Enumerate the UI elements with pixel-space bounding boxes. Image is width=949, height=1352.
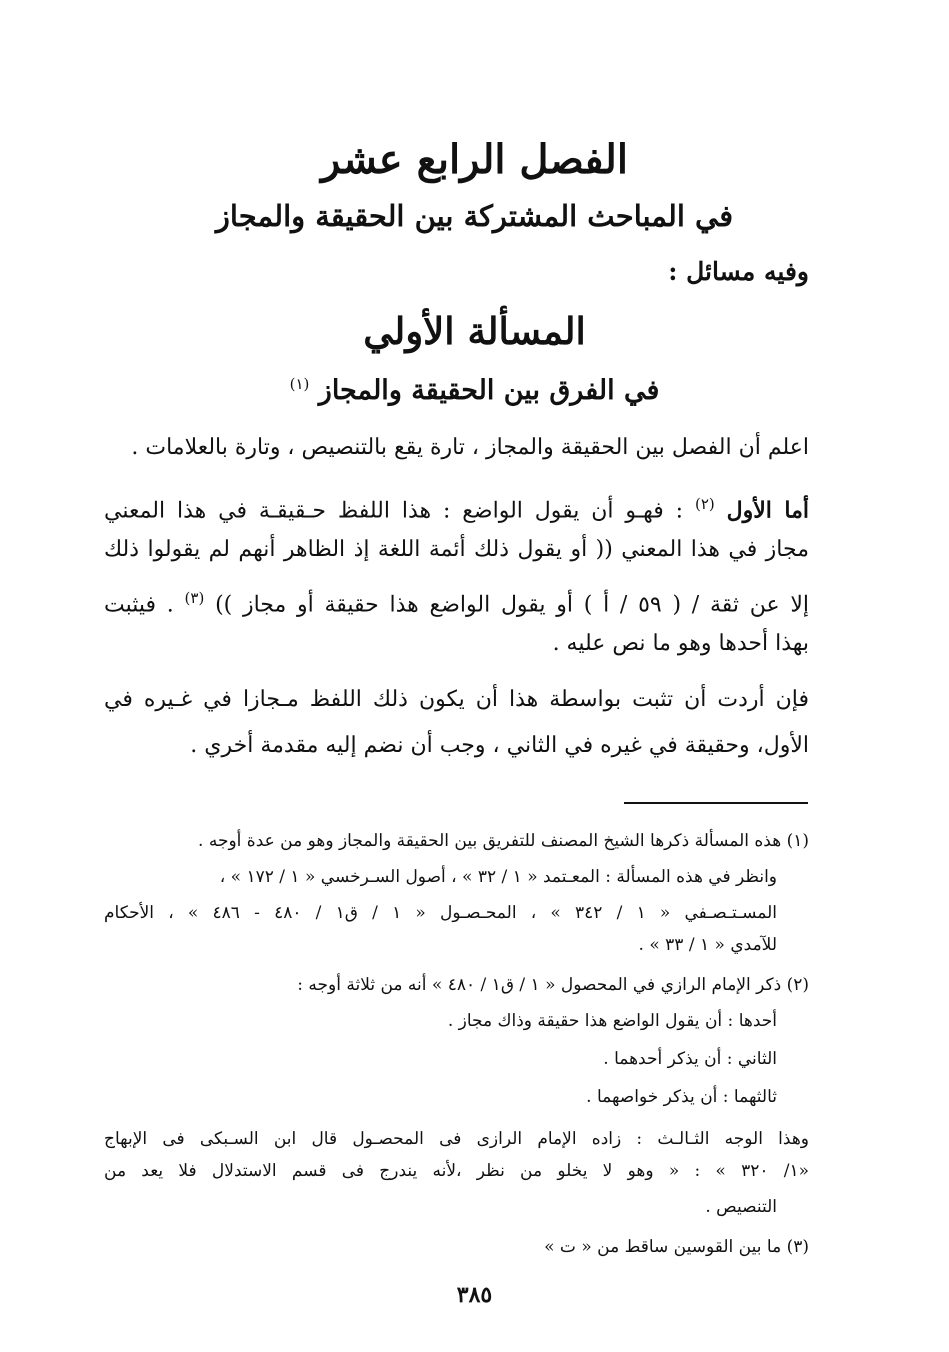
issue-subtitle-text: في الفرق بين الحقيقة والمجاز <box>318 375 660 406</box>
footnote-2-line-3: الثاني : أن يذكر أحدهما . <box>603 1049 777 1069</box>
footnote-ref-3: (٣) <box>184 589 205 607</box>
issue-title: المسألة الأولي <box>363 309 586 353</box>
footnote-2-line-2: أحدها : أن يقول الواضع هذا حقيقة وذاك مجاز . <box>447 1011 777 1031</box>
footnote-separator <box>624 802 808 804</box>
footnote-2-line-7: التنصيص . <box>705 1197 777 1217</box>
chapter-title: الفصل الرابع عشر <box>321 136 628 183</box>
footnote-1-line-3: المسـتـصـفي « ١ / ٣٤٢ » ، المحـصـول « ١ / ق١ / ٤٨٠ - ٤٨٦ » ، الأحكام <box>104 903 777 923</box>
paragraph-2-line-3-text: إلا عن ثقة / ( ٥٩ / أ ) أو يقول الواضع هذا حقيقة أو مجاز )) <box>215 592 810 618</box>
paragraph-2-line-4: بهذا أحدها وهو ما نص عليه . <box>552 631 809 656</box>
paragraph-2-line-1-text: : فهـو أن يقول الواضع : هذا اللفظ حـقيقـة في هذا المعني <box>104 498 684 524</box>
footnote-ref-2: (٢) <box>694 495 715 513</box>
footnote-3-line-1: (٣) ما بين القوسين ساقط من « ت » <box>544 1237 809 1257</box>
footnote-ref-1: (١) <box>289 375 310 393</box>
footnote-1-line-1: (١) هذه المسألة ذكرها الشيخ المصنف للتفريق بين الحقيقة والمجاز وهو من عدة أوجه . <box>198 831 809 851</box>
paragraph-3-line-1: فإن أردت أن تثبت بواسطة هذا أن يكون ذلك اللفظ مـجازا في غـيره في <box>104 687 809 712</box>
paragraph-2-line-1 <box>104 486 809 529</box>
paragraph-3-line-2: الأول، وحقيقة في غيره في الثاني ، وجب أن نضم إليه مقدمة أخري . <box>190 733 809 758</box>
paragraph-2-line-2: مجاز في هذا المعني (( أو يقول ذلك أئمة اللغة إذ الظاهر أنهم لم يقولوا ذلك <box>104 537 809 562</box>
issue-subtitle <box>0 364 949 411</box>
chapter-intro: وفيه مسائل : <box>668 257 809 286</box>
paragraph-1: اعلم أن الفصل بين الحقيقة والمجاز ، تارة يقع بالتنصيص ، وتارة بالعلامات . <box>131 435 809 460</box>
footnote-1-line-4: للآمدي « ١ / ٣٣ » . <box>638 935 777 955</box>
footnote-2-line-4: ثالثهما : أن يذكر خواصهما . <box>586 1087 777 1107</box>
footnote-2-line-6: «١/ ٣٢٠ » : « وهو لا يخلو من نظر ،لأنه يندرج فى قسم الاستدلال فلا يعد من <box>104 1161 809 1181</box>
paragraph-2-line-3 <box>104 580 809 623</box>
chapter-subtitle: في المباحث المشتركة بين الحقيقة والمجاز <box>215 199 734 233</box>
footnote-2-line-5: وهذا الوجه الثـالـث : زاده الإمام الرازى فى المحصـول قال ابن السـبكى فى الإبهاج <box>104 1129 809 1149</box>
page-number: ٣٨٥ <box>456 1282 493 1308</box>
paragraph-2-line-3-end: . فيثبت <box>104 592 174 618</box>
paragraph-2-lead: أما الأول <box>726 497 809 524</box>
footnote-2-line-1: (٢) ذكر الإمام الرازي في المحصول « ١ / ق١ / ٤٨٠ » أنه من ثلاثة أوجه : <box>297 975 809 995</box>
footnote-1-line-2: وانظر في هذه المسألة : المعـتمد « ١ / ٣٢ » ، أصول السـرخسي « ١ / ١٧٢ » ، <box>219 867 777 887</box>
